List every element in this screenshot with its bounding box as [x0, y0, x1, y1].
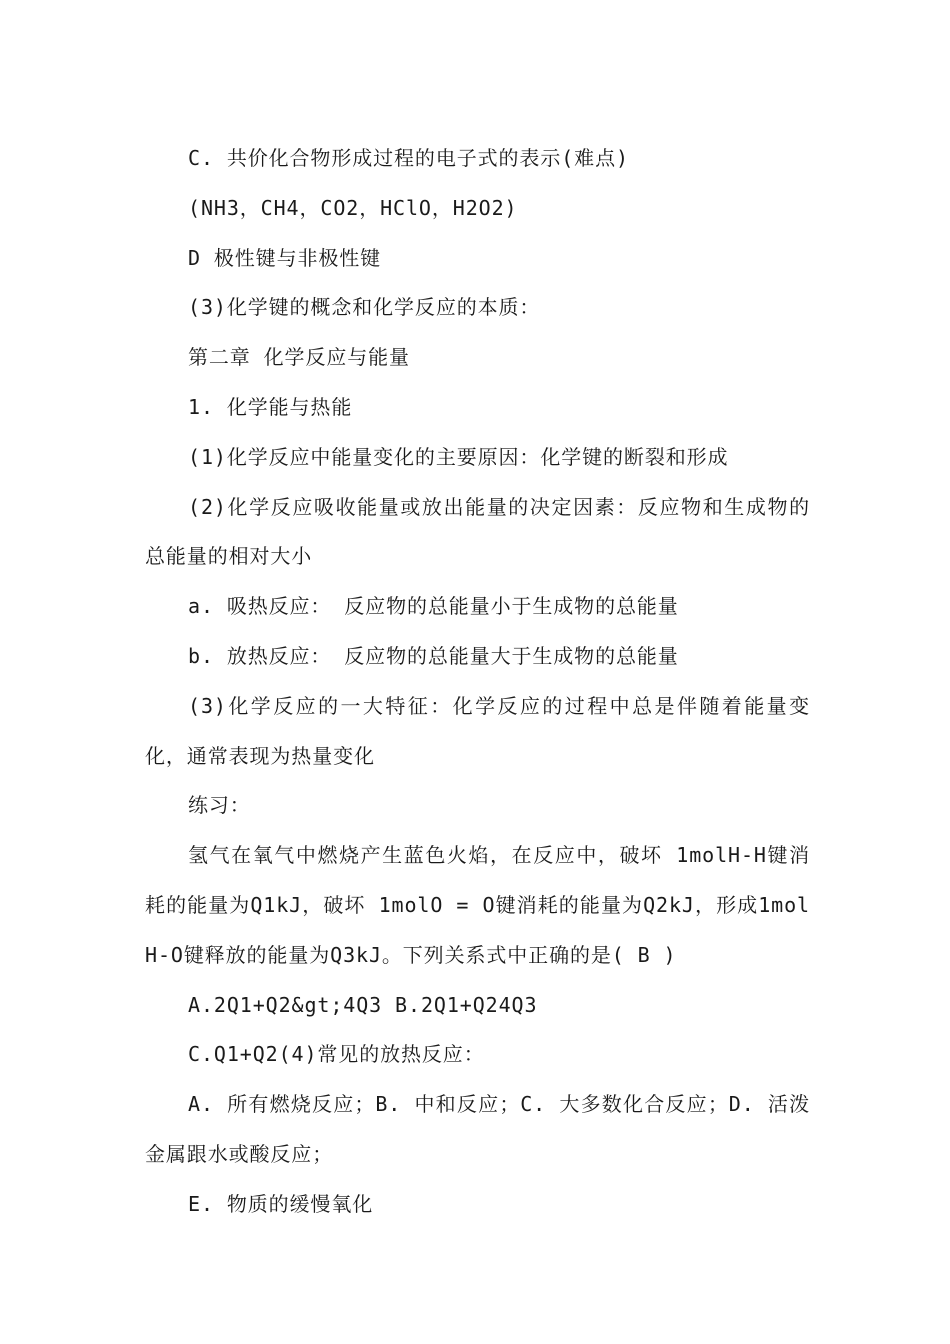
exercise-label: 练习：: [188, 793, 251, 818]
paragraph-exothermic: b. 放热反应： 反应物的总能量大于生成物的总能量: [188, 643, 679, 668]
paragraph-bond-concept: (3)化学键的概念和化学反应的本质：: [188, 295, 541, 320]
section-heading: 1. 化学能与热能: [188, 394, 353, 419]
exercise-options-ab: A.2Q1+Q2&gt;4Q3 B.2Q1+Q24Q3: [188, 992, 538, 1017]
paragraph-energy-cause: (1)化学反应中能量变化的主要原因：化学键的断裂和形成: [188, 444, 729, 469]
paragraph-polar-bonds: D 极性键与非极性键: [188, 245, 382, 270]
chapter-heading: 第二章 化学反应与能量: [188, 345, 410, 370]
exercise-question: 氢气在氧气中燃烧产生蓝色火焰，在反应中，破坏 1molH-H键消耗的能量为Q1kJ，破坏 1molO = O键消耗的能量为Q2kJ，形成1molH-O键释放的能量为Q3kJ。下列关系式中正确的是( B ): [145, 843, 810, 967]
paragraph-reaction-feature: (3)化学反应的一大特征：化学反应的过程中总是伴随着能量变化，通常表现为热量变化: [145, 693, 810, 768]
paragraph-endothermic: a. 吸热反应： 反应物的总能量小于生成物的总能量: [188, 594, 679, 619]
paragraph-covalent-examples: (NH3，CH4，CO2，HClO，H2O2): [188, 195, 518, 220]
document-body: [145, 134, 810, 1230]
paragraph-slow-oxidation: E. 物质的缓慢氧化: [188, 1191, 374, 1216]
paragraph-exothermic-list: A. 所有燃烧反应；B. 中和反应；C. 大多数化合反应；D. 活泼金属跟水或酸反应；: [145, 1092, 810, 1166]
paragraph-energy-factor: (2)化学反应吸收能量或放出能量的决定因素：反应物和生成物的总能量的相对大小: [145, 494, 810, 569]
exercise-option-c: C.Q1+Q2(4)常见的放热反应：: [188, 1042, 485, 1067]
paragraph-covalent-electron-formula: C. 共价化合物形成过程的电子式的表示(难点): [188, 146, 629, 170]
